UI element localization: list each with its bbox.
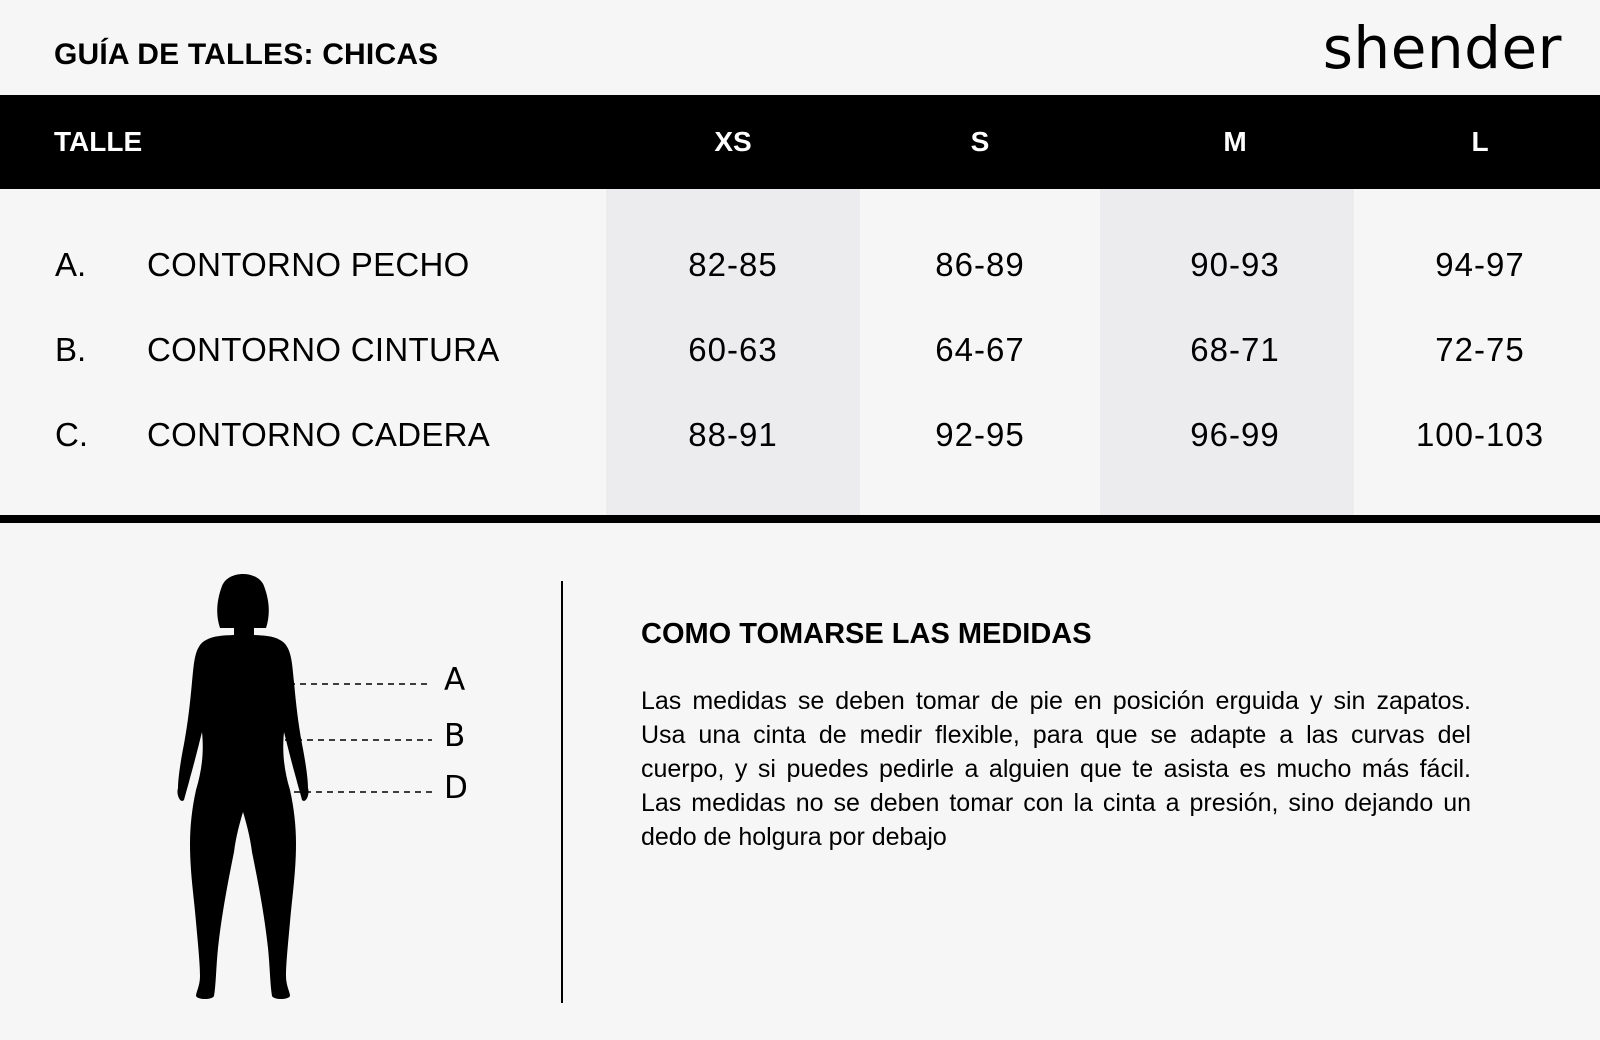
value-cell: 72-75: [1435, 331, 1525, 368]
value-cell: 64-67: [935, 331, 1025, 368]
body-figure: [150, 572, 490, 1008]
value-cell: 94-97: [1435, 246, 1525, 283]
section-divider: [0, 515, 1600, 523]
marker-label-d: D: [444, 770, 468, 806]
size-table-body: [0, 189, 1600, 515]
row-measure: CONTORNO CINTURA: [147, 331, 500, 368]
size-header-s: S: [970, 126, 990, 157]
woman-silhouette-icon: [150, 572, 490, 1008]
row-measure: CONTORNO PECHO: [147, 246, 470, 283]
marker-label-a: A: [444, 662, 466, 698]
value-cell: 88-91: [688, 416, 778, 453]
value-cell: 96-99: [1190, 416, 1280, 453]
size-header-xs: XS: [714, 126, 752, 157]
instructions-title: COMO TOMARSE LAS MEDIDAS: [641, 618, 1092, 650]
value-cell: 90-93: [1190, 246, 1280, 283]
vertical-divider: [561, 581, 563, 1003]
size-header-m: M: [1223, 126, 1247, 157]
size-column-label: TALLE: [54, 126, 143, 157]
page-title: GUÍA DE TALLES: CHICAS: [54, 38, 439, 71]
value-cell: 82-85: [688, 246, 778, 283]
marker-label-b: B: [444, 718, 466, 754]
row-letter: C.: [55, 416, 88, 453]
table-row: [0, 405, 1600, 465]
value-cell: 92-95: [935, 416, 1025, 453]
size-table-header: [0, 95, 1600, 189]
table-row: [0, 235, 1600, 295]
instructions-text: Las medidas se deben tomar de pie en posición erguida y sin zapatos. Usa una cinta de medir flexible, para que se adapte a las curvas del cuerpo, y si puedes pedirle a alguien que te asista es mucho más fácil. Las medidas no se deben tomar con la cinta a presión, sino dejando un dedo de holgura por debajo: [641, 687, 1471, 851]
value-cell: 60-63: [688, 331, 778, 368]
table-row: [0, 320, 1600, 380]
size-header-l: L: [1471, 126, 1489, 157]
brand-logo: shender: [1322, 14, 1562, 82]
row-letter: B.: [55, 331, 87, 368]
row-letter: A.: [55, 246, 87, 283]
row-measure: CONTORNO CADERA: [147, 416, 491, 453]
value-cell: 68-71: [1190, 331, 1280, 368]
value-cell: 100-103: [1415, 416, 1545, 453]
value-cell: 86-89: [935, 246, 1025, 283]
